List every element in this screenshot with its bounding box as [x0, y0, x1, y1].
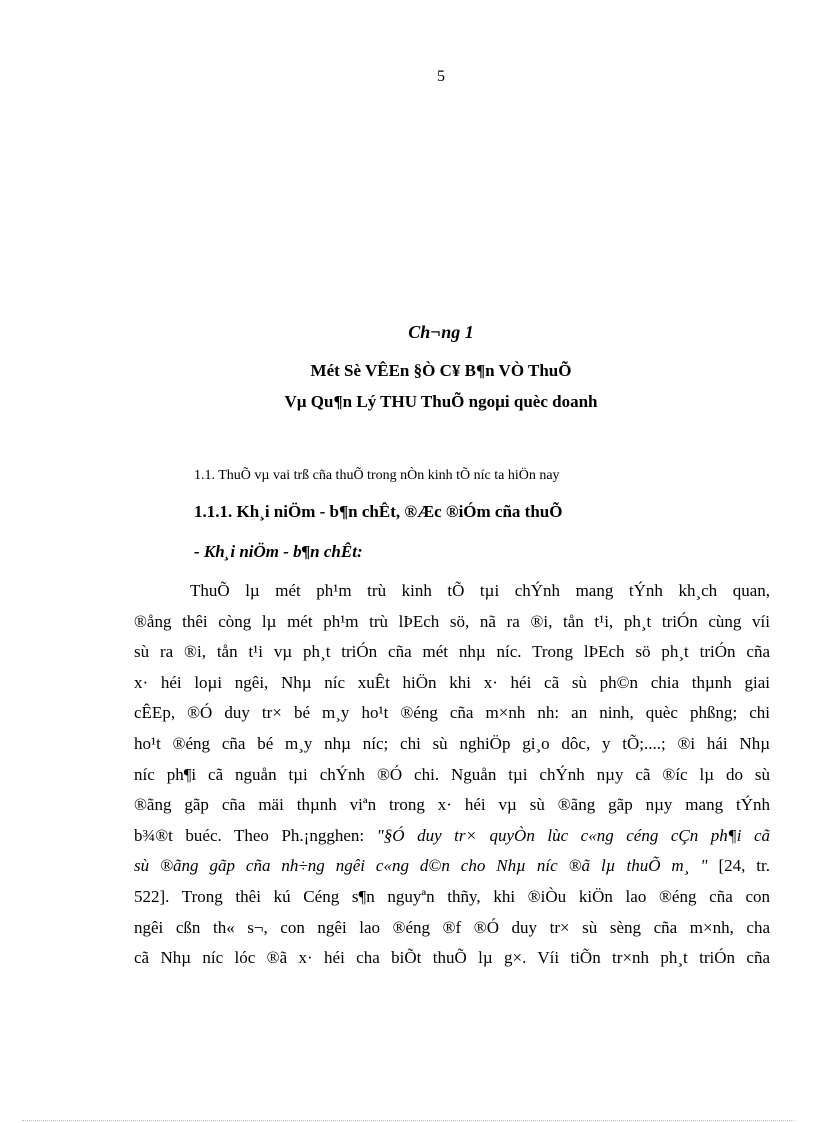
- body-line-quote-start: [134, 821, 770, 852]
- page-bottom-rule: [22, 1120, 794, 1121]
- chapter-title-line-2: Vµ Qu¶n Lý THU ThuÕ ngoµi quèc doanh: [284, 392, 598, 411]
- section-heading: 1.1. ThuÕ vµ vai trß cña thuÕ trong nÒn kinh tÕ níc ta hiÖn nay: [194, 468, 560, 483]
- body-line: níc ph¶i cã nguån tµi chÝnh ®Ó chi. Nguån tµi chÝnh nµy cã ®íc lµ do sù: [134, 764, 770, 784]
- body-line: x· héi loµi ngêi, Nhµ níc xuÊt hiÖn khi x· héi cã sù ph©n chia thµnh giai: [134, 672, 770, 692]
- quote-text: sù ®ãng gãp cña nh÷ng ngêi c«ng d©n cho Nhµ níc ®ã lµ thuÕ m¸: [134, 856, 701, 876]
- subsubsection-heading: - Kh¸i niÖm - b¶n chÊt:: [194, 542, 363, 561]
- page-number: 5: [437, 68, 445, 85]
- quote-close: ": [700, 856, 708, 876]
- subsection-heading: 1.1.1. Kh¸i niÖm - b¶n chÊt, ®Æc ®iÓm cña thuÕ: [194, 502, 563, 521]
- citation: [24, tr.: [718, 856, 771, 876]
- body-line: ho¹t ®éng cña bé m¸y nhµ níc; chi sù nghiÖp gi¸o dôc, y tÕ;....; ®i hái Nhµ: [134, 733, 770, 753]
- body-line: cã Nhµ níc lóc ®ã x· héi cha biÕt thuÕ lµ g×. Víi tiÕn tr×nh ph¸t triÓn cña: [134, 948, 770, 968]
- body-line: ®ång thêi còng lµ mét ph¹m trù lÞEch sö, nã ra ®i, tån t¹i, ph¸t triÓn cùng víi: [134, 611, 770, 631]
- chapter-title-line-1: Mét Sè VÊEn §Ò C¥ B¶n VÒ ThuÕ: [310, 361, 572, 380]
- chapter-heading: Ch¬ng 1: [408, 322, 474, 342]
- body-line: ®ãng gãp cña mäi thµnh viªn trong x· héi vµ sù ®ãng gãp nµy mang tÝnh: [134, 795, 770, 815]
- body-paragraph: [134, 576, 770, 974]
- quote-text: "§Ó duy tr× quyÒn lùc c«ng céng cÇn ph¶i cã: [376, 825, 770, 845]
- body-line-quote-end: [134, 851, 770, 882]
- body-line: cÊEp, ®Ó duy tr× bé m¸y ho¹t ®éng cña m×nh nh: an ninh, quèc phßng; chi: [134, 703, 770, 723]
- body-line: ThuÕ lµ mét ph¹m trù kinh tÕ tµi chÝnh mang tÝnh kh¸ch quan,: [190, 581, 770, 600]
- body-text-fragment: b¾®t buéc. Theo Ph.¡ngghen:: [134, 825, 377, 845]
- body-line: ngêi cßn th« s¬, con ngêi lao ®éng ®f ®Ó duy tr× sù sèng cña m×nh, cha: [134, 917, 770, 937]
- body-line: 522]. Trong thêi kú Céng s¶n nguyªn thñy, khi ®iÒu kiÖn lao ®éng cña con: [134, 886, 770, 906]
- body-line: sù ra ®i, tån t¹i vµ ph¸t triÓn cña mét nhµ níc. Trong lÞEch sö ph¸t triÓn cña: [134, 642, 770, 662]
